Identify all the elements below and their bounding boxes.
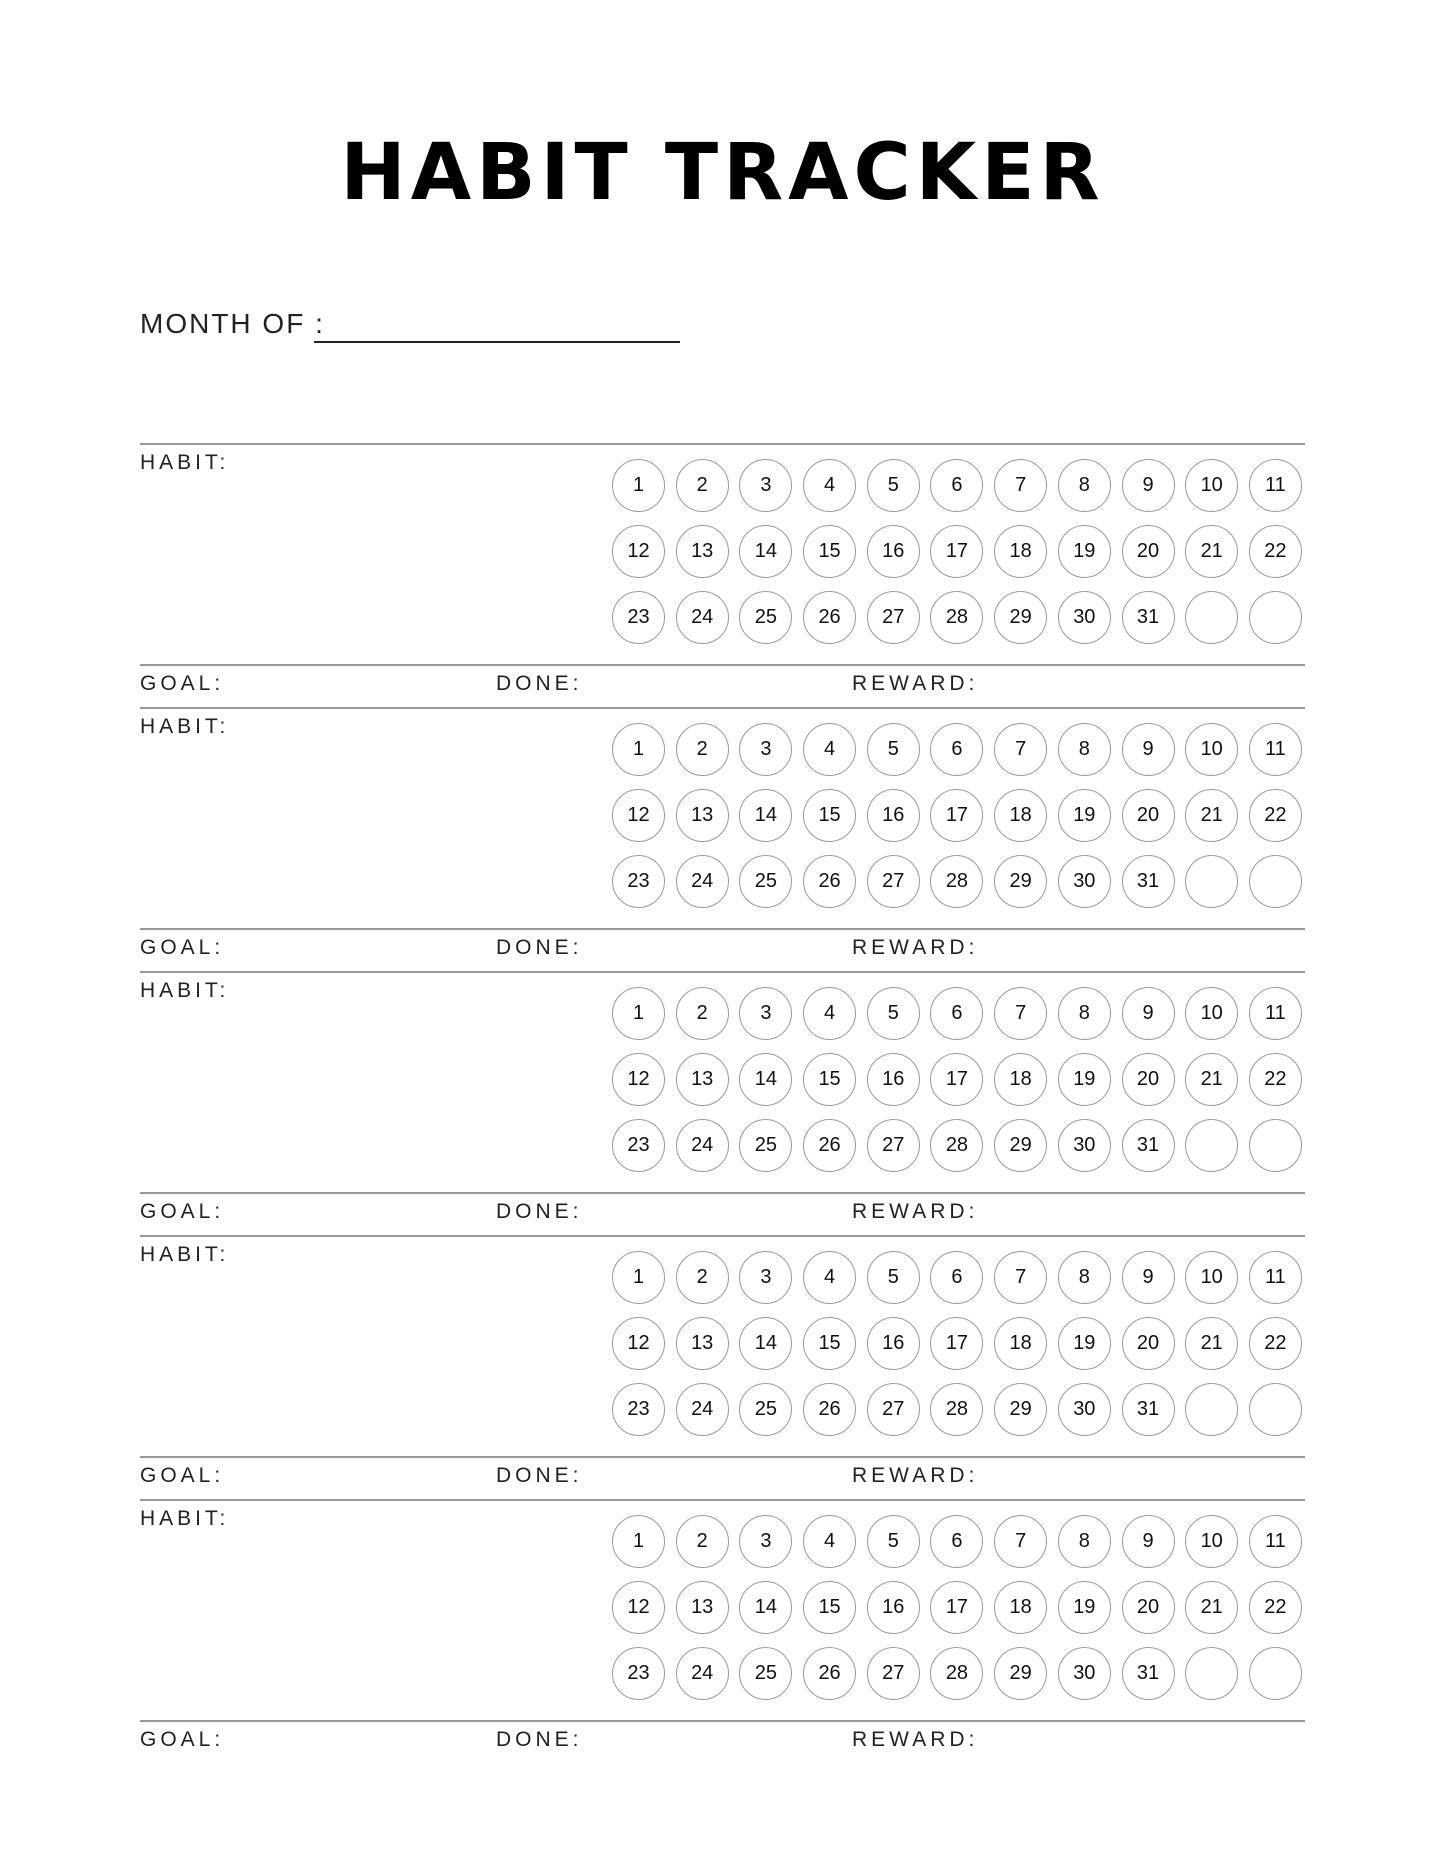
habit-block [140,1235,1305,1499]
day-circle[interactable]: 5 [867,987,920,1040]
day-circle[interactable]: 28 [930,1383,983,1436]
day-circle[interactable]: 21 [1185,1053,1238,1106]
day-circle[interactable]: 27 [867,591,920,644]
day-circle[interactable]: 1 [612,1515,665,1568]
day-circle[interactable]: 24 [676,1647,729,1700]
habit-block [140,971,1305,1235]
day-circle[interactable]: 29 [994,1383,1047,1436]
day-circle[interactable]: 26 [803,1647,856,1700]
day-circle[interactable]: 17 [930,789,983,842]
day-circle[interactable]: 22 [1249,789,1302,842]
day-circle[interactable] [1249,591,1302,644]
reward-label: REWARD: [852,672,979,695]
day-circle[interactable]: 5 [867,459,920,512]
habit-block [140,443,1305,707]
day-circle[interactable]: 7 [994,987,1047,1040]
divider [140,1456,1305,1458]
reward-label: REWARD: [852,1464,979,1487]
done-label: DONE: [496,1464,583,1487]
day-circle[interactable]: 27 [867,855,920,908]
day-circle[interactable]: 28 [930,855,983,908]
day-circle[interactable]: 27 [867,1119,920,1172]
divider [140,1192,1305,1194]
day-circle[interactable] [1249,1383,1302,1436]
day-circle[interactable]: 20 [1122,1317,1175,1370]
divider [140,1720,1305,1722]
day-circle[interactable]: 10 [1185,723,1238,776]
day-circle[interactable]: 23 [612,1119,665,1172]
day-circle[interactable]: 26 [803,855,856,908]
day-circle[interactable]: 9 [1122,723,1175,776]
day-circle[interactable]: 18 [994,789,1047,842]
day-circle[interactable]: 21 [1185,1317,1238,1370]
day-circle[interactable]: 31 [1122,1119,1175,1172]
goal-label: GOAL: [140,1200,225,1223]
day-circle[interactable]: 14 [739,525,792,578]
day-circle[interactable]: 7 [994,459,1047,512]
day-circle[interactable]: 17 [930,525,983,578]
day-circle[interactable]: 9 [1122,1515,1175,1568]
day-circle[interactable]: 2 [676,1515,729,1568]
day-circle[interactable]: 3 [739,1251,792,1304]
day-circle[interactable]: 25 [739,1647,792,1700]
habit-label: HABIT: [140,979,230,1002]
day-circle[interactable]: 1 [612,723,665,776]
day-circle[interactable]: 27 [867,1383,920,1436]
day-circle[interactable]: 8 [1058,459,1111,512]
day-circle[interactable]: 3 [739,723,792,776]
day-grid [612,1515,1302,1700]
habit-label: HABIT: [140,1243,230,1266]
day-circle[interactable]: 18 [994,525,1047,578]
day-circle[interactable]: 10 [1185,459,1238,512]
done-label: DONE: [496,1728,583,1751]
day-circle[interactable]: 1 [612,459,665,512]
day-circle[interactable]: 30 [1058,1119,1111,1172]
day-circle[interactable]: 29 [994,1119,1047,1172]
day-circle[interactable] [1185,1119,1238,1172]
day-circle[interactable]: 28 [930,1647,983,1700]
divider [140,1499,1305,1501]
day-circle[interactable]: 7 [994,1251,1047,1304]
day-circle[interactable]: 6 [930,987,983,1040]
day-circle[interactable]: 20 [1122,1053,1175,1106]
day-circle[interactable] [1249,1119,1302,1172]
day-circle[interactable]: 10 [1185,1251,1238,1304]
day-circle[interactable]: 13 [676,1053,729,1106]
day-circle[interactable]: 8 [1058,1251,1111,1304]
reward-label: REWARD: [852,1200,979,1223]
habit-label: HABIT: [140,1507,230,1530]
done-label: DONE: [496,1200,583,1223]
day-circle[interactable]: 10 [1185,987,1238,1040]
day-circle[interactable]: 12 [612,1317,665,1370]
day-circle[interactable]: 20 [1122,525,1175,578]
day-circle[interactable]: 1 [612,1251,665,1304]
day-circle[interactable]: 5 [867,1515,920,1568]
day-circle[interactable]: 22 [1249,1581,1302,1634]
day-circle[interactable]: 31 [1122,1647,1175,1700]
day-circle[interactable]: 25 [739,1383,792,1436]
reward-label: REWARD: [852,936,979,959]
day-grid [612,459,1302,644]
day-circle[interactable]: 5 [867,1251,920,1304]
goal-label: GOAL: [140,936,225,959]
day-circle[interactable]: 12 [612,1053,665,1106]
day-circle[interactable]: 6 [930,1251,983,1304]
day-circle[interactable]: 7 [994,1515,1047,1568]
day-circle[interactable]: 13 [676,789,729,842]
day-circle[interactable]: 20 [1122,789,1175,842]
day-circle[interactable]: 11 [1249,723,1302,776]
month-label: MONTH OF : [140,308,325,339]
done-label: DONE: [496,936,583,959]
divider [140,443,1305,445]
divider [140,707,1305,709]
day-circle[interactable]: 11 [1249,1251,1302,1304]
day-circle[interactable]: 29 [994,855,1047,908]
day-circle[interactable] [1249,855,1302,908]
day-circle[interactable] [1249,1647,1302,1700]
day-circle[interactable]: 24 [676,1383,729,1436]
day-circle[interactable]: 4 [803,459,856,512]
day-circle[interactable]: 15 [803,1581,856,1634]
day-circle[interactable]: 13 [676,525,729,578]
day-circle[interactable]: 3 [739,987,792,1040]
day-circle[interactable]: 22 [1249,1317,1302,1370]
day-circle[interactable]: 12 [612,789,665,842]
day-circle[interactable]: 2 [676,459,729,512]
day-circle[interactable]: 30 [1058,591,1111,644]
habit-label: HABIT: [140,451,230,474]
day-circle[interactable]: 22 [1249,525,1302,578]
day-circle[interactable]: 11 [1249,987,1302,1040]
day-circle[interactable]: 13 [676,1581,729,1634]
day-circle[interactable]: 16 [867,1581,920,1634]
day-circle[interactable]: 8 [1058,987,1111,1040]
day-circle[interactable]: 15 [803,1053,856,1106]
day-circle[interactable]: 19 [1058,789,1111,842]
day-circle[interactable]: 24 [676,1119,729,1172]
day-circle[interactable]: 29 [994,1647,1047,1700]
habit-label: HABIT: [140,715,230,738]
day-circle[interactable]: 3 [739,459,792,512]
day-circle[interactable]: 26 [803,1383,856,1436]
day-circle[interactable]: 31 [1122,855,1175,908]
day-circle[interactable]: 16 [867,1317,920,1370]
day-circle[interactable]: 28 [930,591,983,644]
day-circle[interactable]: 7 [994,723,1047,776]
day-circle[interactable]: 6 [930,723,983,776]
day-circle[interactable]: 19 [1058,525,1111,578]
habit-block [140,1499,1305,1763]
reward-label: REWARD: [852,1728,979,1751]
month-input-line[interactable] [314,341,680,343]
day-circle[interactable]: 12 [612,1581,665,1634]
day-circle[interactable] [1185,591,1238,644]
day-circle[interactable]: 14 [739,1053,792,1106]
day-circle[interactable]: 18 [994,1053,1047,1106]
divider [140,664,1305,666]
day-circle[interactable]: 8 [1058,723,1111,776]
day-circle[interactable] [1185,1647,1238,1700]
day-circle[interactable]: 21 [1185,789,1238,842]
day-grid [612,723,1302,908]
goal-label: GOAL: [140,1464,225,1487]
divider [140,971,1305,973]
day-circle[interactable]: 2 [676,987,729,1040]
day-circle[interactable]: 23 [612,855,665,908]
day-circle[interactable]: 14 [739,789,792,842]
day-circle[interactable]: 31 [1122,591,1175,644]
day-grid [612,1251,1302,1436]
day-circle[interactable]: 4 [803,723,856,776]
day-circle[interactable]: 9 [1122,1251,1175,1304]
goal-label: GOAL: [140,672,225,695]
day-circle[interactable]: 16 [867,789,920,842]
day-circle[interactable]: 6 [930,459,983,512]
day-circle[interactable]: 24 [676,855,729,908]
day-circle[interactable]: 17 [930,1317,983,1370]
day-circle[interactable]: 15 [803,525,856,578]
day-circle[interactable]: 26 [803,1119,856,1172]
day-circle[interactable]: 9 [1122,987,1175,1040]
goal-label: GOAL: [140,1728,225,1751]
day-circle[interactable]: 10 [1185,1515,1238,1568]
day-circle[interactable]: 29 [994,591,1047,644]
day-circle[interactable]: 6 [930,1515,983,1568]
day-grid [612,987,1302,1172]
day-circle[interactable]: 18 [994,1581,1047,1634]
day-circle[interactable]: 30 [1058,855,1111,908]
day-circle[interactable]: 23 [612,1383,665,1436]
day-circle[interactable]: 25 [739,855,792,908]
day-circle[interactable]: 1 [612,987,665,1040]
day-circle[interactable]: 17 [930,1581,983,1634]
day-circle[interactable]: 3 [739,1515,792,1568]
day-circle[interactable]: 4 [803,1251,856,1304]
day-circle[interactable]: 14 [739,1581,792,1634]
done-label: DONE: [496,672,583,695]
day-circle[interactable]: 16 [867,1053,920,1106]
day-circle[interactable]: 22 [1249,1053,1302,1106]
day-circle[interactable]: 4 [803,987,856,1040]
day-circle[interactable]: 15 [803,1317,856,1370]
day-circle[interactable]: 31 [1122,1383,1175,1436]
day-circle[interactable]: 14 [739,1317,792,1370]
day-circle[interactable]: 23 [612,1647,665,1700]
day-circle[interactable]: 13 [676,1317,729,1370]
day-circle[interactable]: 19 [1058,1053,1111,1106]
day-circle[interactable]: 4 [803,1515,856,1568]
day-circle[interactable]: 24 [676,591,729,644]
day-circle[interactable]: 8 [1058,1515,1111,1568]
day-circle[interactable]: 20 [1122,1581,1175,1634]
day-circle[interactable]: 25 [739,591,792,644]
day-circle[interactable]: 9 [1122,459,1175,512]
day-circle[interactable]: 19 [1058,1581,1111,1634]
day-circle[interactable]: 2 [676,723,729,776]
day-circle[interactable] [1185,1383,1238,1436]
page-title: HABIT TRACKER [340,128,1105,218]
day-circle[interactable]: 23 [612,591,665,644]
day-circle[interactable]: 16 [867,525,920,578]
divider [140,1235,1305,1237]
day-circle[interactable]: 12 [612,525,665,578]
day-circle[interactable]: 17 [930,1053,983,1106]
day-circle[interactable]: 5 [867,723,920,776]
divider [140,928,1305,930]
day-circle[interactable] [1185,855,1238,908]
day-circle[interactable]: 26 [803,591,856,644]
day-circle[interactable]: 21 [1185,525,1238,578]
day-circle[interactable]: 19 [1058,1317,1111,1370]
day-circle[interactable]: 27 [867,1647,920,1700]
day-circle[interactable]: 21 [1185,1581,1238,1634]
day-circle[interactable]: 25 [739,1119,792,1172]
day-circle[interactable]: 15 [803,789,856,842]
day-circle[interactable]: 28 [930,1119,983,1172]
day-circle[interactable]: 30 [1058,1647,1111,1700]
day-circle[interactable]: 11 [1249,1515,1302,1568]
day-circle[interactable]: 18 [994,1317,1047,1370]
day-circle[interactable]: 11 [1249,459,1302,512]
habit-block [140,707,1305,971]
day-circle[interactable]: 30 [1058,1383,1111,1436]
day-circle[interactable]: 2 [676,1251,729,1304]
